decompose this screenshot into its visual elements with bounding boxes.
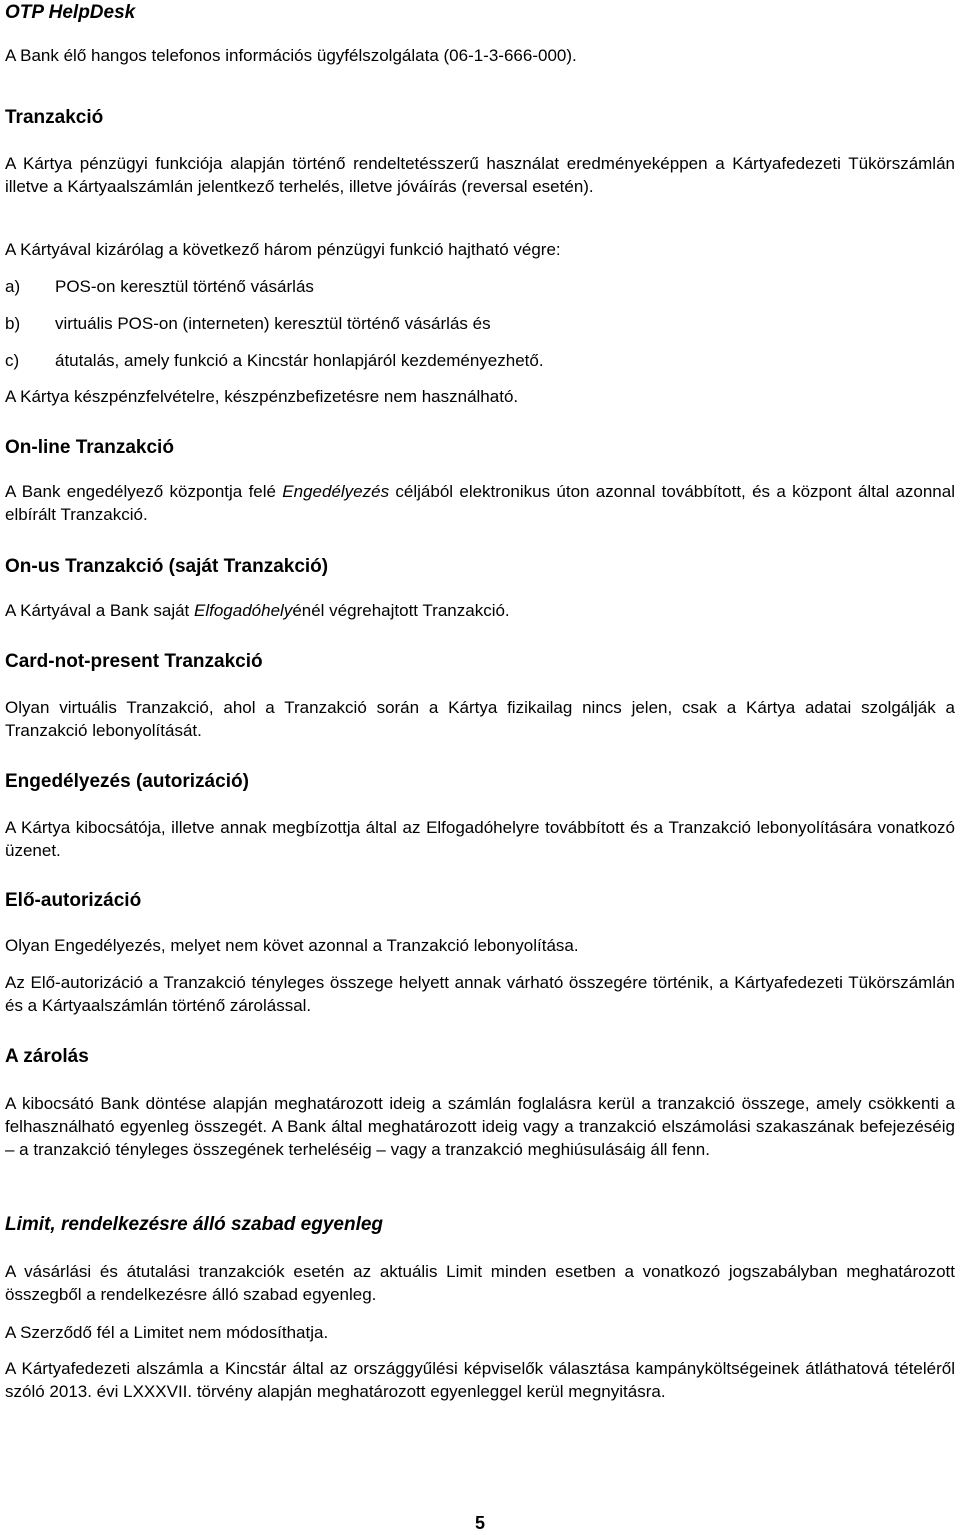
eloautorizacio-paragraph-1: Olyan Engedélyezés, melyet nem követ azonnal a Tranzakció lebonyolítása.: [5, 936, 579, 955]
onus-text-before: A Kártyával a Bank saját: [5, 601, 194, 620]
zarolas-paragraph: A kibocsátó Bank döntése alapján meghatározott ideig a számlán foglalásra kerül a tranzakció összege, amely csökkenti a felhasználható egyenleg összegét. A Bank által meghatározott ideig vagy a tranzakció elszámolási szakaszának befejezéséig – a tranzakció tényleges összegének terheléséig – vagy a tranzakció meghiúsulásáig áll fenn.: [5, 1094, 955, 1159]
list-marker: a): [5, 277, 21, 296]
list-marker: b): [5, 314, 21, 333]
online-text-after: céljából elektronikus úton azonnal továbbított, és a központ által azonnal elbírált Tranzakció.: [5, 482, 955, 524]
limit-paragraph-1: A vásárlási és átutalási tranzakciók esetén az aktuális Limit minden esetben a vonatkozó jogszabályban meghatározott összegből a rendelkezésre álló szabad egyenleg.: [5, 1262, 955, 1304]
onus-text-after: énél végrehajtott Tranzakció.: [292, 601, 510, 620]
section-heading-helpdesk: OTP HelpDesk: [5, 2, 136, 23]
engedelyezes-paragraph: A Kártya kibocsátója, illetve annak megbízottja által az Elfogadóhelyre továbbított és a Tranzakció lebonyolítására vonatkozó üzenet.: [5, 818, 955, 860]
section-heading-cardnotpresent: Card-not-present Tranzakció: [5, 651, 263, 672]
page-number: 5: [474, 1513, 485, 1533]
onus-paragraph: [5, 599, 955, 622]
online-text-before: A Bank engedélyező központja felé: [5, 482, 283, 501]
section-heading-online: On-line Tranzakció: [5, 437, 174, 458]
list-item-text: átutalás, amely funkció a Kincstár honlapjáról kezdeményezhető.: [55, 351, 544, 370]
tranzakcio-paragraph-2: A Kártyával kizárólag a következő három pénzügyi funkció hajtható végre:: [5, 240, 561, 259]
section-heading-engedelyezes: Engedélyezés (autorizáció): [5, 771, 249, 792]
section-heading-onus: On-us Tranzakció (saját Tranzakció): [5, 556, 329, 577]
list-item-text: POS-on keresztül történő vásárlás: [55, 277, 314, 296]
online-paragraph: [5, 480, 955, 526]
list-marker: c): [5, 351, 20, 370]
section-heading-eloautorizacio: Elő-autorizáció: [5, 890, 142, 911]
online-text-italic: Engedélyezés: [282, 482, 390, 501]
section-heading-tranzakcio: Tranzakció: [5, 107, 104, 128]
tranzakcio-paragraph-1: A Kártya pénzügyi funkciója alapján történő rendeltetésszerű használat eredményeképpen a Kártyafedezeti Tükörszámlán illetve a Kártyaalszámlán jelentkező terhelés, illetve jóváírás (reversal esetén).: [5, 154, 955, 196]
limit-paragraph-2: A Szerződő fél a Limitet nem módosíthatja.: [5, 1323, 329, 1342]
limit-paragraph-3: A Kártyafedezeti alszámla a Kincstár által az országgyűlési képviselők választása kampányköltségeinek átláthatová tételéről szóló 2013. évi LXXXVII. törvény alapján meghatározott egyenleggel kerül megnyitásra.: [5, 1359, 955, 1401]
helpdesk-text: A Bank élő hangos telefonos információs ügyfélszolgálata (06-1-3-666-000).: [5, 46, 577, 65]
eloautorizacio-paragraph-2: Az Elő-autorizáció a Tranzakció tényleges összege helyett annak várható összegére történik, a Kártyafedezeti Tükörszámlán és a Kártyaalszámlán történő zárolással.: [5, 973, 955, 1015]
onus-text-italic: Elfogadóhely: [194, 601, 293, 620]
section-heading-limit: Limit, rendelkezésre álló szabad egyenleg: [5, 1214, 384, 1235]
section-heading-zarolas: A zárolás: [5, 1046, 89, 1067]
list-item-text: virtuális POS-on (interneten) keresztül történő vásárlás és: [55, 314, 491, 333]
tranzakcio-paragraph-3: A Kártya készpénzfelvételre, készpénzbefizetésre nem használható.: [5, 387, 519, 406]
cardnotpresent-paragraph: Olyan virtuális Tranzakció, ahol a Tranzakció során a Kártya fizikailag nincs jelen, csak a Kártya adatai szolgálják a Tranzakció lebonyolítását.: [5, 698, 955, 740]
